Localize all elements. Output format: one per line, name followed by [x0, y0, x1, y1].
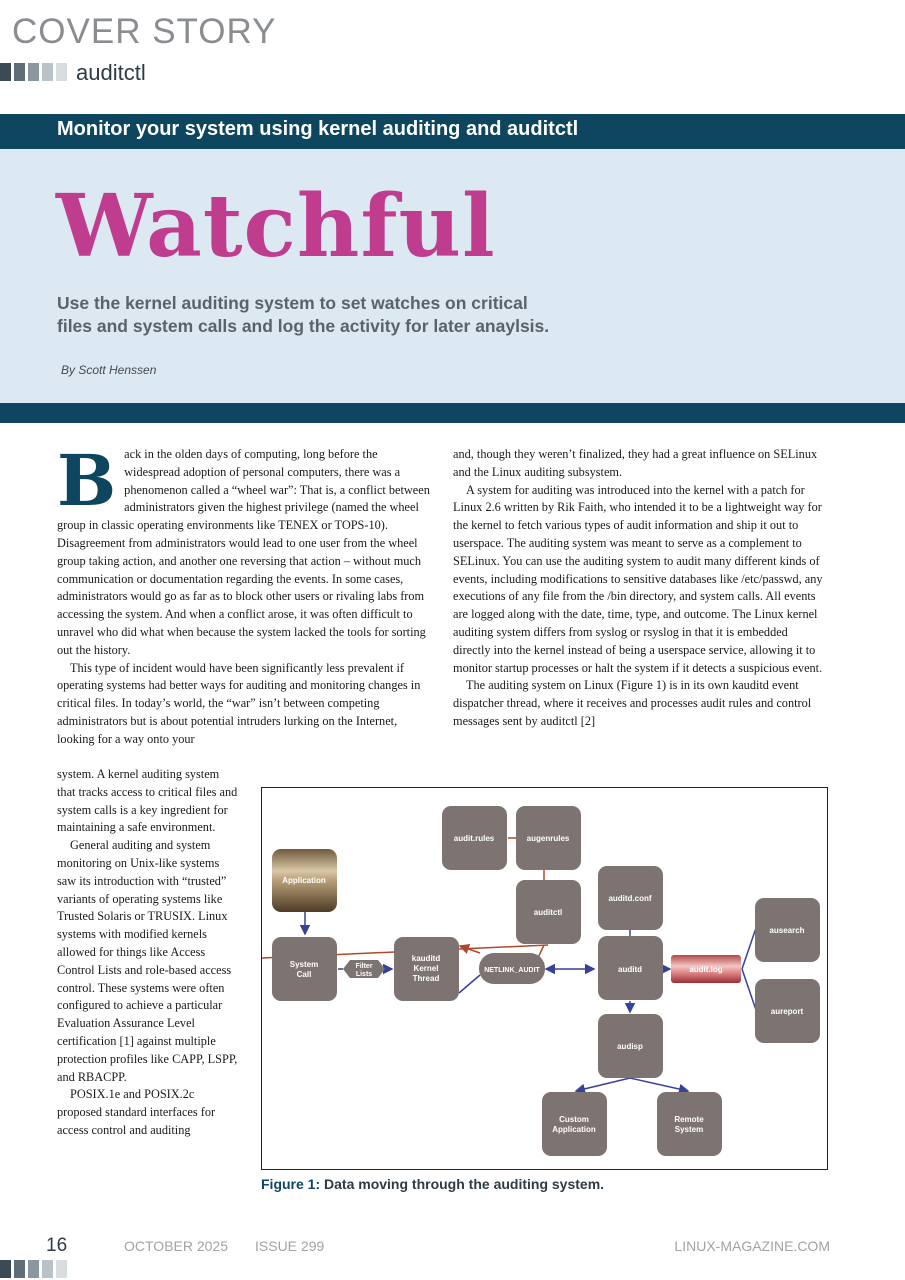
strap-bar	[0, 114, 905, 149]
node-netlink-audit	[479, 953, 545, 984]
node-aureport	[755, 979, 820, 1043]
node-label: audisp	[617, 1042, 643, 1051]
node-custom-application	[542, 1092, 607, 1156]
node-kauditd	[394, 937, 459, 1001]
column-2	[453, 446, 827, 731]
page-number: 16	[46, 1235, 68, 1256]
column-1-bottom	[57, 766, 239, 1140]
section-label: COVER STORY	[12, 12, 277, 51]
node-label: Application	[282, 876, 326, 885]
section-marker-squares	[0, 63, 67, 81]
node-system-call	[272, 937, 337, 1001]
node-audit-log	[671, 955, 741, 983]
node-label: kauditd	[411, 954, 441, 963]
audit-diagram	[262, 788, 829, 1171]
node-label: audit.rules	[453, 834, 495, 843]
deck: Use the kernel auditing system to set watches on critical files and system calls and log the activity for later anaylsis.	[57, 293, 550, 336]
node-label: System	[674, 1125, 704, 1134]
node-label: NETLINK_AUDIT	[484, 967, 540, 974]
node-label: Filter	[355, 963, 373, 970]
node-label: audit.log	[689, 965, 723, 974]
figure-1	[261, 787, 828, 1170]
website: LINUX-MAGAZINE.COM	[674, 1238, 830, 1254]
figure-caption	[261, 1176, 604, 1192]
node-label: auditd	[618, 965, 642, 974]
headline: Watchful	[56, 176, 496, 277]
caption-label: Figure 1:	[261, 1176, 321, 1192]
node-auditd-conf	[598, 866, 663, 930]
caption-text: Data moving through the auditing system.	[324, 1176, 605, 1192]
node-label: auditd.conf	[608, 894, 652, 903]
node-label: Remote	[674, 1115, 704, 1124]
topic-label: auditctl	[76, 60, 146, 85]
issue-date: OCTOBER 2025	[124, 1238, 229, 1254]
column-1-top	[57, 439, 431, 749]
node-audit-rules	[442, 806, 507, 870]
node-application	[272, 849, 337, 912]
node-label: System	[289, 960, 319, 969]
node-label: ausearch	[769, 926, 805, 935]
node-ausearch	[755, 898, 820, 962]
paragraph: system. A kernel auditing system that tracks access to critical files and system calls is a key ingredient for maintaining a safe environment.	[57, 767, 238, 835]
node-auditctl	[516, 880, 581, 944]
byline: By Scott Henssen	[61, 363, 157, 377]
node-label: auditctl	[533, 908, 563, 917]
node-filter-lists	[343, 960, 385, 978]
node-auditd	[598, 936, 663, 1000]
paragraph: A system for auditing was introduced into the kernel with a patch for Linux 2.6 written by Rik Faith, who intended it to be a lightweight way for the kernel to fetch various types of audit information and ship it out to userspace. The auditing system was meant to serve as a complement to SELinux. You can use the auditing system to audit many different kinds of events, including modifications to sensitive databases like /etc/passwd, any executions of any file from the /bin directory, and system calls. All events are logged along with the date, time, type, and outcome. The Linux kernel auditing system differs from syslog or rsyslog in that it is embedded directly into the kernel instead of being a userspace service, allowing it to monitor startup processes or halt the system if it detects a suspicious event.	[453, 482, 823, 675]
node-label: Call	[296, 970, 312, 979]
node-label: Custom	[559, 1115, 589, 1124]
footer-marker-squares	[0, 1260, 67, 1278]
strap-text: Monitor your system using kernel auditing and auditctl	[57, 118, 579, 140]
node-audisp	[598, 1014, 663, 1078]
title-bottom-band	[0, 403, 905, 423]
node-label: augenrules	[526, 834, 570, 843]
node-label: Thread	[412, 974, 440, 983]
node-remote-system	[657, 1092, 722, 1156]
node-augenrules	[516, 806, 581, 870]
paragraph: ack in the olden days of computing, long before the widespread adoption of personal computers, there was a phenomenon called a “wheel war”: That is, a conflict between administrators given the highest privilege (named the wheel group in classic operating environments like TENEX or TOPS-10). Disagreement from administrators would lead to one user from the wheel group taking action, and another one reversing that action – without much communication or documentation regarding the events. In some cases, administrators would go as far as to block other users or rivaling labs from accessing the system. And when a conflict arose, it was often difficult to unravel who did what when because the system lacked the tools for sorting out the history.	[57, 447, 430, 657]
node-label: Application	[552, 1125, 596, 1134]
node-label: Kernel	[413, 964, 439, 973]
paragraph: The auditing system on Linux (Figure 1) is in its own kauditd event dispatcher thread, where it receives and processes audit rules and control messages sent by auditctl [2]	[453, 678, 812, 728]
node-label: aureport	[770, 1007, 804, 1016]
node-label: Lists	[355, 971, 373, 978]
paragraph: General auditing and system monitoring on Unix-like systems saw its introduction with “trusted” variants of operating systems like Trusted Solaris or TRUSIX. Linux systems with modified kernels allowed for things like Access Control Lists and role-based access control. These systems were often configured to achieve a particular Evaluation Assurance Level certification [1] against multiple protection profiles like CAPP, LSPP, and RBACPP.	[57, 838, 238, 1084]
paragraph: This type of incident would have been significantly less prevalent if operating systems had better ways for auditing and monitoring changes in critical files. In today’s world, the “war” isn’t between competing administrators but is about potential intruders lurking on the Internet, looking for a way onto your	[57, 660, 421, 746]
paragraph: POSIX.1e and POSIX.2c proposed standard interfaces for access control and auditing	[57, 1087, 216, 1137]
paragraph: and, though they weren’t finalized, they had a great influence on SELinux and the Linux auditing subsystem.	[453, 447, 818, 479]
issue-number: ISSUE 299	[255, 1238, 325, 1254]
drop-cap: B	[57, 439, 117, 522]
